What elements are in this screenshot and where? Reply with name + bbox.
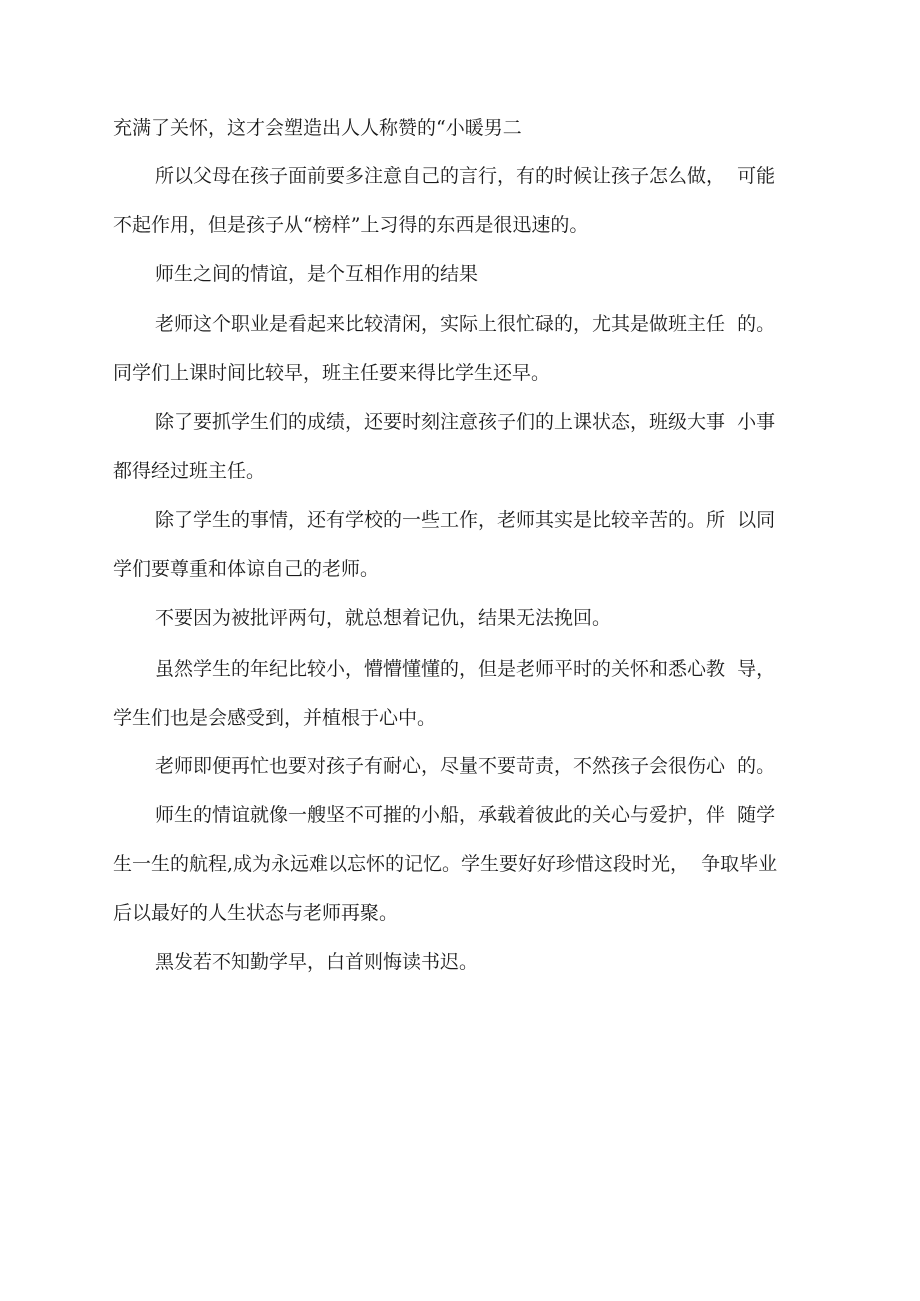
text-line-18: 黑发若不知勤学早，白首则悔读书迟。 <box>155 951 479 973</box>
text-line-9: 除了学生的事情，还有学校的一些工作，老师其实是比较辛苦的。所 以同 <box>155 509 776 531</box>
text-line-6: 同学们上课时间比较早，班主任要来得比学生还早。 <box>113 362 551 384</box>
text-line-7: 除了要抓学生们的成绩，还要时刻注意孩子们的上课状态，班级大事 小事 <box>155 411 776 433</box>
text-line-5: 老师这个职业是看起来比较清闲，实际上很忙碌的，尤其是做班主任 的。 <box>155 313 776 335</box>
text-line-15: 师生的情谊就像一艘坚不可摧的小船，承载着彼此的关心与爱护，伴 随学 <box>155 804 776 826</box>
text-line-17: 后以最好的人生状态与老师再聚。 <box>113 902 399 924</box>
text-line-8: 都得经过班主任。 <box>113 460 266 482</box>
text-line-2: 所以父母在孩子面前要多注意自己的言行，有的时候让孩子怎么做， 可能 <box>155 165 776 187</box>
text-line-4: 师生之间的情谊，是个互相作用的结果 <box>155 263 479 285</box>
text-line-10: 学们要尊重和体谅自己的老师。 <box>113 558 380 580</box>
text-line-11: 不要因为被批评两句，就总想着记仇，结果无法挽回。 <box>155 607 612 629</box>
text-line-12: 虽然学生的年纪比较小，懵懵懂懂的，但是老师平时的关怀和悉心教 导， <box>155 658 776 680</box>
text-line-16: 生一生的航程,成为永远难以忘怀的记忆。学生要好好珍惜这段时光， 争取毕业 <box>113 853 778 875</box>
text-line-13: 学生们也是会感受到，并植根于心中。 <box>113 707 437 729</box>
text-line-1: 充满了关怀，这才会塑造出人人称赞的“小暖男二 <box>113 117 522 139</box>
text-line-14: 老师即便再忙也要对孩子有耐心，尽量不要苛责，不然孩子会很伤心 的。 <box>155 755 776 777</box>
text-line-3: 不起作用，但是孩子从“榜样”上习得的东西是很迅速的。 <box>113 214 589 236</box>
